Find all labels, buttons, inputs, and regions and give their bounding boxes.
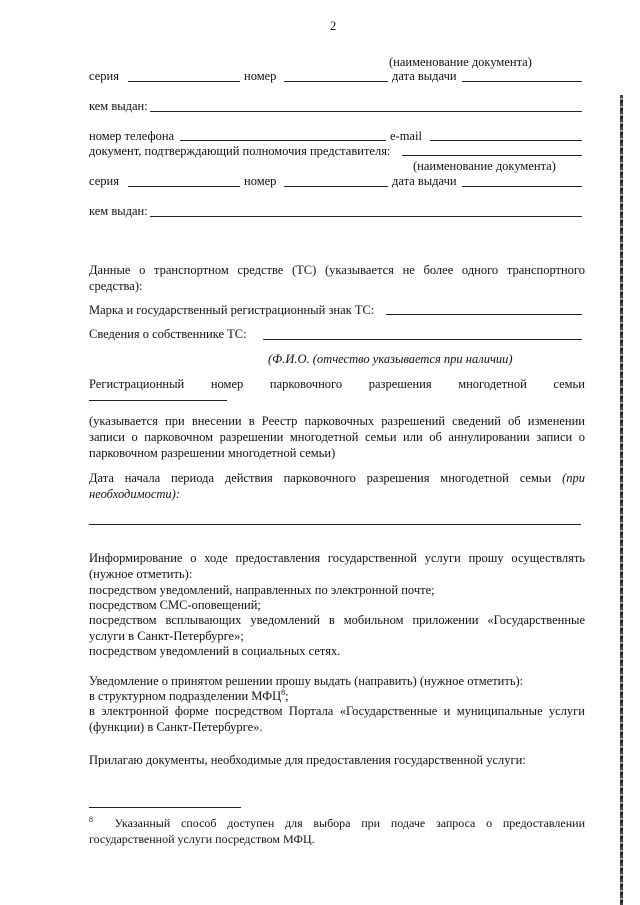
- footnote-ref: 8: [281, 687, 286, 697]
- notify-intro: Информирование о ходе предоставления государственной услуги прошу осуществлять (нужное отметить):: [89, 551, 585, 581]
- series-label: серия: [89, 69, 119, 83]
- issued-by-field[interactable]: [150, 111, 582, 112]
- issued-by-label: кем выдан:: [89, 99, 148, 113]
- issued-by-field-2[interactable]: [150, 216, 582, 217]
- owner-hint: (Ф.И.О. (отчество указывается при наличии): [268, 352, 513, 366]
- decision-option-portal[interactable]: в электронной форме посредством Портала «Государственные и муниципальные услуги (функции) в Санкт-Петербурге».: [89, 704, 585, 734]
- number-label-2: номер: [244, 174, 277, 188]
- number-field[interactable]: [284, 81, 388, 82]
- authority-doc-field[interactable]: [402, 155, 582, 156]
- number-field-2[interactable]: [284, 186, 388, 187]
- issue-date-field-2[interactable]: [462, 186, 582, 187]
- footnote-separator: [89, 807, 241, 808]
- issue-date-label-2: дата выдачи: [392, 174, 457, 188]
- start-date-hint: (при необходимости):: [89, 471, 585, 501]
- plate-field[interactable]: [386, 314, 582, 315]
- footnote-text: Указанный способ доступен для выбора при подаче запроса о предоставлении государственной услуги посредством МФЦ.: [89, 816, 585, 846]
- reg-word: Регистрационный: [89, 377, 185, 391]
- notify-option-email[interactable]: посредством уведомлений, направленных по электронной почте;: [89, 583, 435, 597]
- email-field[interactable]: [430, 140, 582, 141]
- reg-word: номер: [210, 377, 244, 391]
- doc-name-hint: (наименование документа): [389, 55, 532, 69]
- issue-date-field[interactable]: [462, 81, 582, 82]
- reg-word: парковочного: [269, 377, 343, 391]
- decision-intro: Уведомление о принятом решении прошу выдать (направить) (нужное отметить):: [89, 674, 524, 688]
- start-date-text: Дата начала периода действия парковочного разрешения многодетной семьи (при необходимости):: [89, 471, 585, 501]
- email-label: e-mail: [390, 129, 422, 143]
- doc-name-hint-2: (наименование документа): [413, 159, 556, 173]
- issue-date-label: дата выдачи: [392, 69, 457, 83]
- reg-word: семьи: [553, 377, 585, 391]
- owner-label: Сведения о собственнике ТС:: [89, 327, 247, 341]
- phone-field[interactable]: [180, 140, 386, 141]
- page-number: 2: [330, 19, 337, 33]
- attach-text: Прилагаю документы, необходимые для предоставления государственной услуги:: [89, 753, 526, 767]
- footnote: [89, 815, 585, 847]
- notify-option-sms[interactable]: посредством СМС-оповещений;: [89, 598, 261, 612]
- notify-option-social[interactable]: посредством уведомлений в социальных сетях.: [89, 644, 341, 658]
- start-date-field[interactable]: [89, 524, 581, 525]
- reg-number-field[interactable]: [89, 400, 227, 401]
- vehicle-intro: Данные о транспортном средстве (ТС) (указывается не более одного транспортного средства):: [89, 263, 585, 293]
- decision-option-mfc[interactable]: в структурном подразделении МФЦ$^8$;: [89, 687, 289, 703]
- authority-doc-label: документ, подтверждающий полномочия представителя:: [89, 144, 391, 158]
- scan-edge: [620, 95, 623, 905]
- reg-note: (указывается при внесении в Реестр парковочных разрешений сведений об изменении записи о парковочном разрешении многодетной семьи или об аннулировании записи о парковочном разрешении многодетной семьи): [89, 414, 585, 460]
- footnote-mark: 8: [89, 815, 93, 824]
- phone-label: номер телефона: [89, 129, 175, 143]
- issued-by-label-2: кем выдан:: [89, 204, 148, 218]
- reg-word: разрешения: [368, 377, 432, 391]
- plate-label: Марка и государственный регистрационный знак ТС:: [89, 303, 375, 317]
- number-label: номер: [244, 69, 277, 83]
- notify-option-app[interactable]: посредством всплывающих уведомлений в мобильном приложении «Государственные услуги в Санкт-Петербурге»;: [89, 613, 585, 643]
- owner-field[interactable]: [263, 339, 582, 340]
- series-label-2: серия: [89, 174, 119, 188]
- series-field-2[interactable]: [128, 186, 240, 187]
- series-field[interactable]: [128, 81, 240, 82]
- reg-word: многодетной: [458, 377, 527, 391]
- reg-number-line: [89, 376, 585, 392]
